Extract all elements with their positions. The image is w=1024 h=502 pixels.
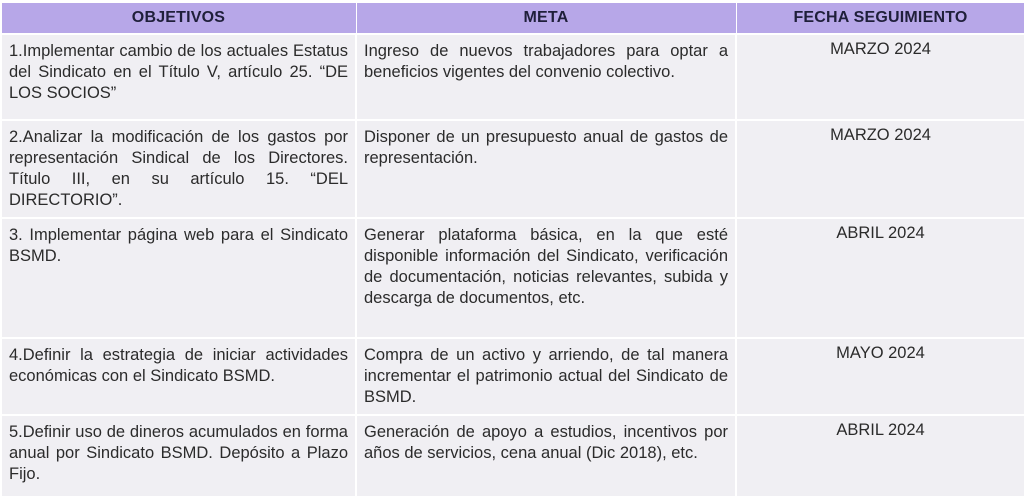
meta-cell: Generar plataforma básica, en la que esté disponible información del Sindicato, verificación de documentación, noticias relevantes, subida y descarga de documentos, etc. <box>356 218 736 338</box>
header-row <box>1 3 1024 35</box>
objectives-table <box>0 2 1024 498</box>
table-row <box>1 34 1024 120</box>
table-row <box>1 120 1024 218</box>
meta-cell: Disponer de un presupuesto anual de gastos de representación. <box>356 120 736 218</box>
objetivo-cell: 1.Implementar cambio de los actuales Estatus del Sindicato en el Título V, artículo 25. “DE LOS SOCIOS” <box>1 34 356 120</box>
fecha-cell: MARZO 2024 <box>736 120 1024 218</box>
fecha-cell: MARZO 2024 <box>736 34 1024 120</box>
meta-cell: Generación de apoyo a estudios, incentivos por años de servicios, cena anual (Dic 2018), etc. <box>356 415 736 497</box>
objetivo-cell: 3. Implementar página web para el Sindicato BSMD. <box>1 218 356 338</box>
header-objetivos: OBJETIVOS <box>1 3 356 35</box>
objetivo-cell: 4.Definir la estrategia de iniciar actividades económicas con el Sindicato BSMD. <box>1 338 356 415</box>
fecha-cell: ABRIL 2024 <box>736 415 1024 497</box>
header-meta: META <box>356 3 736 35</box>
objetivo-cell: 5.Definir uso de dineros acumulados en forma anual por Sindicato BSMD. Depósito a Plazo Fijo. <box>1 415 356 497</box>
fecha-cell: ABRIL 2024 <box>736 218 1024 338</box>
table-row <box>1 415 1024 497</box>
header-fecha-seguimiento: FECHA SEGUIMIENTO <box>736 3 1024 35</box>
objetivo-cell: 2.Analizar la modificación de los gastos por representación Sindical de los Directores. Título III, en su artículo 15. “DEL DIRECTORIO”. <box>1 120 356 218</box>
meta-cell: Ingreso de nuevos trabajadores para optar a beneficios vigentes del convenio colectivo. <box>356 34 736 120</box>
fecha-cell: MAYO 2024 <box>736 338 1024 415</box>
table-row <box>1 218 1024 338</box>
meta-cell: Compra de un activo y arriendo, de tal manera incrementar el patrimonio actual del Sindicato de BSMD. <box>356 338 736 415</box>
table-row <box>1 338 1024 415</box>
